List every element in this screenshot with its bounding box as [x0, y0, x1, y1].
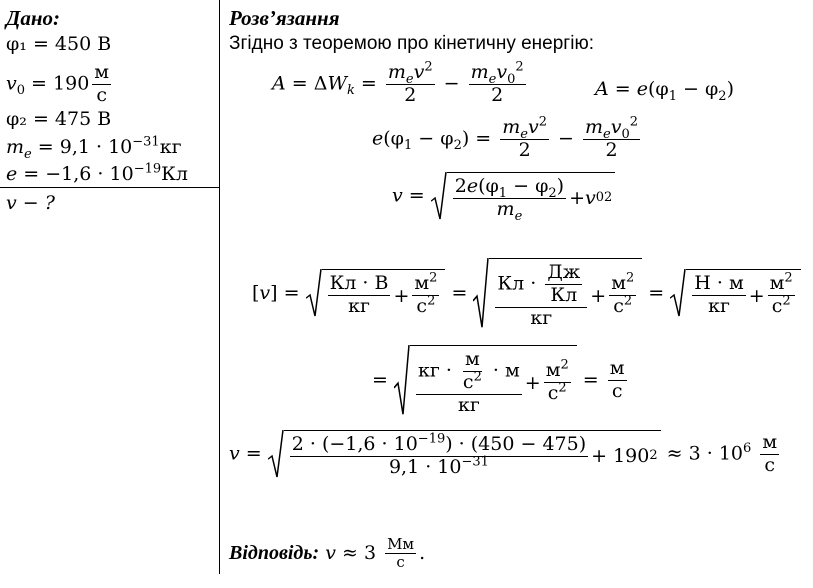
answer-line: Відповідь: v ≈ 3 $\frac{Мм}{с}$ . — [229, 535, 426, 572]
given-phi1 — [6, 33, 111, 55]
me-value: 9,1 · 10 — [59, 136, 133, 158]
answer-label: Відповідь: — [229, 541, 320, 564]
given-heading: Дано: — [6, 6, 60, 30]
given-phi1-text: φ₁ = 450 В — [6, 33, 112, 55]
e-unit: Кл — [161, 163, 188, 185]
solution-heading: Розв’язання — [229, 6, 340, 30]
v0-value: 190 — [53, 72, 90, 95]
answer-value: 3 — [363, 541, 377, 564]
given-phi2-text: φ₂ = 475 В — [6, 108, 112, 130]
answer-unit-num: Мм — [387, 535, 415, 553]
me-exp: −31 — [132, 134, 160, 150]
given-v0: $v_0 = 190$ $\frac{м}{с}$ — [6, 61, 110, 106]
solution-intro: Згідно з теоремою про кінетичну енергію: — [229, 33, 594, 54]
me-unit: кг — [159, 136, 182, 158]
formula-units-2: = кг · $\frac{м}{с^2}$ · м кг + $\frac{м^2}{с^2}$ = $\frac{м}{с}$ — [372, 345, 630, 417]
e-exp: −19 — [133, 161, 162, 177]
answer-unit-den: с — [396, 553, 405, 572]
e-value: −1,6 · 10 — [45, 163, 134, 185]
formula-numeric: v = $\frac{2 \cdot (-1,6 \cdot 10^{-19}) \cdot (450 - 475)}{9,1 \cdot 10^{-31}}$ + 190 2 ≈ $3 \cdot 10^6$ $\frac{м}{с}$ — [229, 431, 778, 478]
v0-unit-den: с — [96, 83, 107, 106]
formula-work-energy: $A = \Delta W_k$ = $\frac{m_ev^2}{2}$ − $\frac{m_ev_0^2}{2}$ — [272, 59, 524, 106]
v0-unit-num: м — [94, 61, 110, 83]
given-divider — [0, 187, 219, 188]
formula-equality: $e(\varphi_1 - \varphi_2)$ = $\frac{m_ev^2}{2}$ − $\frac{m_ev_0^2}{2}$ — [372, 114, 639, 161]
formula-units: [v] = $\frac{Кл \cdot В}{кг}$ + $\frac{м^2}{с^2}$ = Кл · $\frac{Дж}{Кл}$ кг + $\frac{м^2}{с^2}$ = $\frac{Н \cdot м}{кг}$ + $\frac{м^2}{с^2}$ — [252, 258, 801, 330]
v0-symbol: v — [6, 72, 17, 95]
given-phi2 — [6, 108, 111, 130]
column-divider — [219, 0, 220, 574]
given-me: $m_e = 9,1 \cdot 10^{-31}кг$ — [6, 134, 182, 162]
find-line: v − ? — [6, 192, 55, 214]
given-e: $e = -1,6 \cdot 10^{-19}Кл$ — [6, 161, 188, 185]
formula-work-field: $A = e(\varphi_1 - \varphi_2)$ — [595, 78, 734, 104]
formula-velocity: v = $\frac{2e(\varphi_1 - \varphi_2)}{m_e}$ + v 0 2 — [392, 172, 615, 221]
